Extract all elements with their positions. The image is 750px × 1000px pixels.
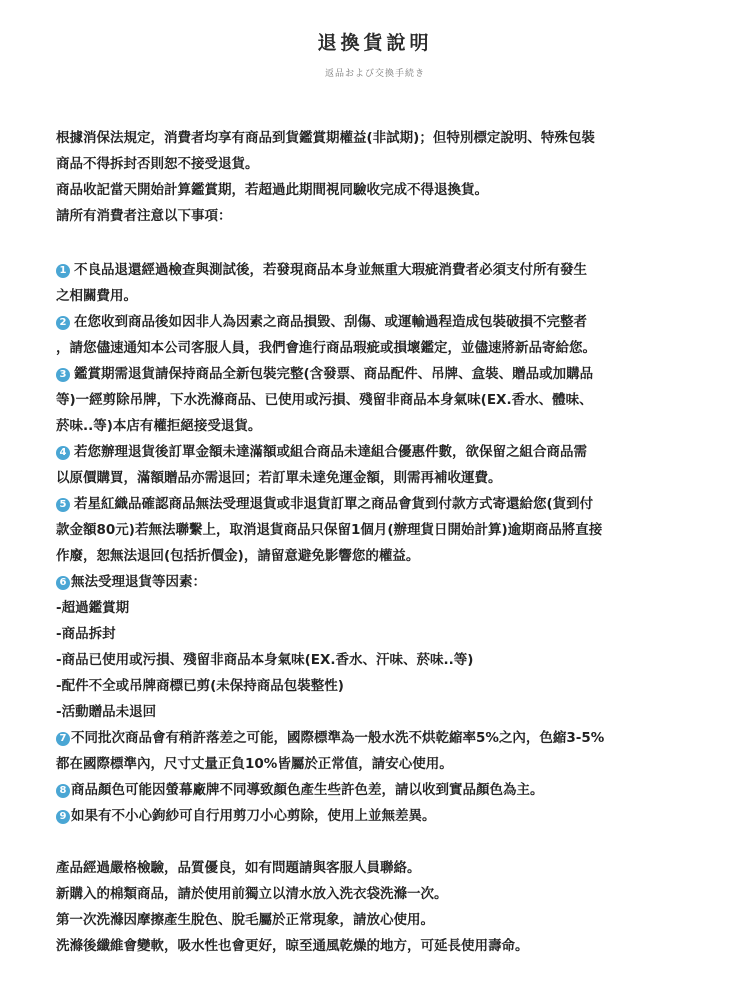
care-note-line: 產品經過嚴格檢驗，品質優良，如有問題請與客服人員聯絡。	[56, 860, 421, 876]
rule-text: 商品顏色可能因螢幕廠牌不同導致顏色產生些許色差，請以收到實品顏色為主。	[71, 782, 544, 798]
rule-text: 如果有不小心鉤紗可自行用剪刀小心剪除，使用上並無差異。	[71, 808, 436, 824]
rules-section	[56, 257, 706, 829]
rule-line	[56, 465, 706, 491]
rule-text: -活動贈品未退回	[56, 704, 157, 720]
rule-text: ，請您儘速通知本公司客服人員，我們會進行商品瑕疵或損壞鑑定，並儘速將新品寄給您。	[56, 340, 596, 356]
rule-text: 之相關費用。	[56, 288, 137, 304]
intro-section	[56, 125, 706, 229]
rule-line	[56, 595, 706, 621]
rule-text: -商品拆封	[56, 626, 116, 642]
rule-line	[56, 621, 706, 647]
rule-line	[56, 673, 706, 699]
rule-text: 不良品退還經過檢查與測試後，若發現商品本身並無重大瑕疵消費者必須支付所有發生	[74, 262, 587, 278]
rule-line	[56, 777, 706, 803]
rule-text: -商品已使用或污損、殘留非商品本身氣味(EX.香水、汗味、菸味..等)	[56, 652, 474, 668]
rule-text: 鑑賞期需退貨請保持商品全新包裝完整(含發票、商品配件、吊牌、盒裝、贈品或加購品	[74, 366, 594, 382]
rule-line	[56, 413, 706, 439]
number-badge: 2	[56, 316, 70, 330]
number-badge: 7	[56, 732, 70, 746]
number-badge: 5	[56, 498, 70, 512]
number-badge: 4	[56, 446, 70, 460]
rule-line	[56, 647, 706, 673]
number-badge: 9	[56, 810, 70, 824]
rule-text: 無法受理退貨等因素：	[71, 574, 206, 590]
number-badge: 8	[56, 784, 70, 798]
rule-line	[56, 439, 706, 465]
rule-line	[56, 725, 706, 751]
rule-text: 菸味..等)本店有權拒絕接受退貨。	[56, 418, 262, 434]
rule-line	[56, 387, 706, 413]
intro-line: 請所有消費者注意以下事項：	[56, 208, 232, 224]
rule-text: -超過鑑賞期	[56, 600, 130, 616]
rule-line	[56, 283, 706, 309]
rule-line	[56, 335, 706, 361]
rule-text: -配件不全或吊牌商標已剪(未保持商品包裝整性)	[56, 678, 344, 694]
rule-line	[56, 699, 706, 725]
rule-text: 等)一經剪除吊牌，下水洗滌商品、已使用或污損、殘留非商品本身氣味(EX.香水、體味、	[56, 392, 593, 408]
rule-line	[56, 361, 706, 387]
number-badge: 1	[56, 264, 70, 278]
rule-text: 若您辦理退貨後訂單金額未達滿額或組合商品未達組合優惠件數，欲保留之組合商品需	[74, 444, 587, 460]
intro-line: 根據消保法規定，消費者均享有商品到貨鑑賞期權益(非試期)；但特別標定說明、特殊包裝	[56, 130, 595, 146]
rule-text: 款金額80元)若無法聯繫上，取消退貨商品只保留1個月(辦理貨日開始計算)逾期商品將直接	[56, 522, 603, 538]
intro-line: 商品收記當天開始計算鑑賞期，若超過此期間視同驗收完成不得退換貨。	[56, 182, 488, 198]
rule-line	[56, 257, 706, 283]
rule-line	[56, 569, 706, 595]
rule-text: 若星紅織品確認商品無法受理退貨或非退貨訂單之商品會貨到付款方式寄還給您(貨到付	[74, 496, 594, 512]
intro-line: 商品不得拆封否則恕不接受退貨。	[56, 156, 259, 172]
care-note-line: 新購入的棉類商品，請於使用前獨立以清水放入洗衣袋洗滌一次。	[56, 886, 448, 902]
care-note-line: 第一次洗滌因摩擦產生脫色、脫毛屬於正常現象，請放心使用。	[56, 912, 434, 928]
rule-text: 以原價購買，滿額贈品亦需退回；若訂單未達免運金額，則需再補收運費。	[56, 470, 502, 486]
page-title: 退換貨說明	[317, 32, 433, 54]
rule-text: 作廢，恕無法退回(包括折價金)，請留意避免影響您的權益。	[56, 548, 420, 564]
page-subtitle: 返品および交換手続き	[324, 69, 425, 79]
rule-line	[56, 517, 706, 543]
rule-text: 不同批次商品會有稍許落差之可能，國際標準為一般水洗不烘乾縮率5%之內，色縮3-5%	[71, 730, 605, 746]
rule-line	[56, 491, 706, 517]
care-note-line: 洗滌後纖維會變軟，吸水性也會更好，晾至通風乾燥的地方，可延長使用壽命。	[56, 938, 529, 954]
rule-line	[56, 309, 706, 335]
rule-text: 在您收到商品後如因非人為因素之商品損毀、刮傷、或運輸過程造成包裝破損不完整者	[74, 314, 587, 330]
number-badge: 3	[56, 368, 70, 382]
number-badge: 6	[56, 576, 70, 590]
rule-line	[56, 751, 706, 777]
rule-text: 都在國際標準內，尺寸丈量正負10%皆屬於正常值，請安心使用。	[56, 756, 453, 772]
care-notes-section	[56, 855, 706, 959]
rule-line	[56, 803, 706, 829]
rule-line	[56, 543, 706, 569]
